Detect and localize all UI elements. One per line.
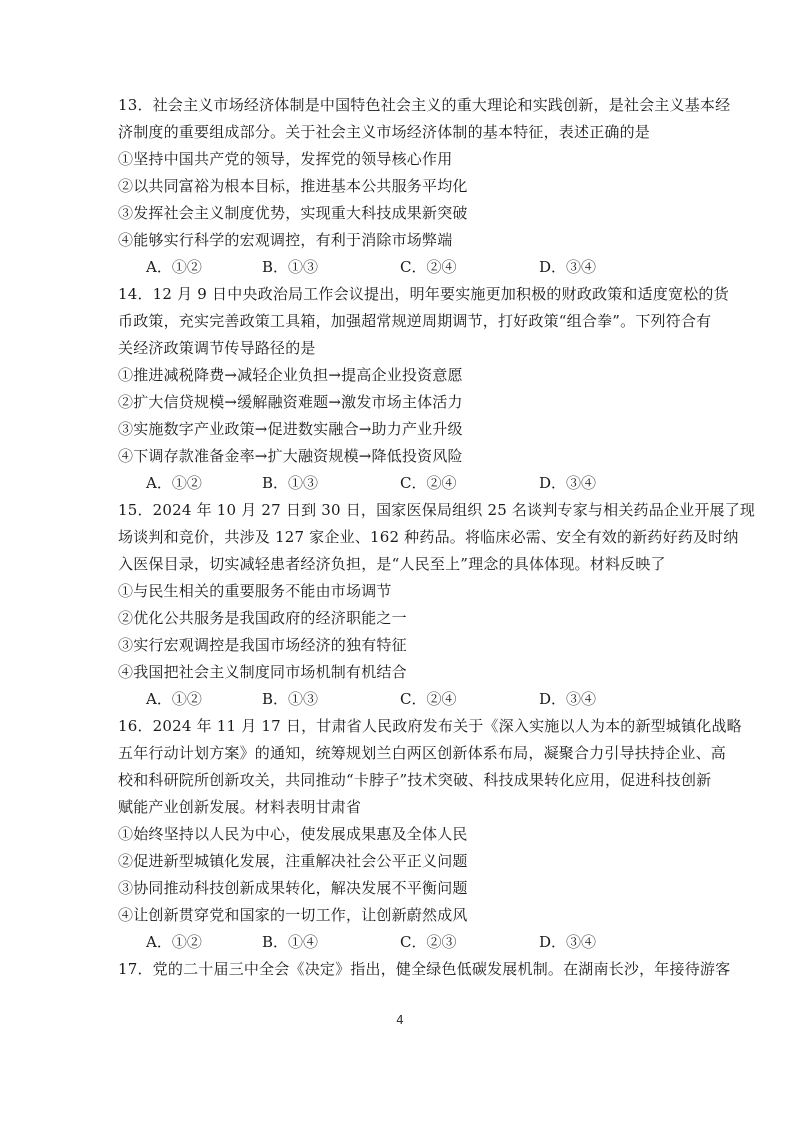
answer-choices xyxy=(118,254,708,281)
answer-choice: C．②③ xyxy=(400,933,457,951)
statement-option: ①始终坚持以人民为中心，使发展成果惠及全体人民 xyxy=(118,825,468,843)
question-block xyxy=(118,497,756,713)
answer-choice: A．①② xyxy=(146,690,202,708)
statement-option: ②扩大信贷规模→缓解融资难题→激发市场主体活力 xyxy=(118,393,463,411)
statement-option: ③实施数字产业政策→促进数实融合→助力产业升级 xyxy=(118,420,463,438)
statement-option: ③实行宏观调控是我国市场经济的独有特征 xyxy=(118,636,407,654)
answer-choice: D．③④ xyxy=(539,690,597,708)
question-stem-line: 校和科研院所创新攻关，共同推动“卡脖子”技术突破、科技成果转化应用，促进科技创新 xyxy=(118,771,712,789)
answer-choice: D．③④ xyxy=(539,933,597,951)
statement-option: ③协同推动科技创新成果转化，解决发展不平衡问题 xyxy=(118,879,468,897)
question-list xyxy=(118,92,756,983)
answer-choices xyxy=(118,686,708,713)
answer-choice: D．③④ xyxy=(539,258,597,276)
answer-choice: B．①④ xyxy=(262,933,319,951)
answer-choice: B．①③ xyxy=(262,474,319,492)
question-stem-line: 场谈判和竞价，共涉及 127 家企业、162 种药品。将临床必需、安全有效的新药好药及时纳 xyxy=(118,528,739,546)
answer-choice: A．①② xyxy=(146,933,202,951)
question-stem-line: 五年行动计划方案》的通知，统筹规划兰白两区创新体系布局，凝聚合力引导扶持企业、高 xyxy=(118,744,727,762)
question-stem-line: 17．党的二十届三中全会《决定》指出，健全绿色低碳发展机制。在湖南长沙，年接待游客 xyxy=(118,960,731,978)
statement-option: ④让创新贯穿党和国家的一切工作，让创新蔚然成风 xyxy=(118,906,468,924)
answer-choice: B．①③ xyxy=(262,690,319,708)
question-stem-line: 济制度的重要组成部分。关于社会主义市场经济体制的基本特征，表述正确的是 xyxy=(118,123,651,141)
answer-choice: B．①③ xyxy=(262,258,319,276)
answer-choice: A．①② xyxy=(146,474,202,492)
question-block xyxy=(118,713,742,956)
answer-choice: A．①② xyxy=(146,258,202,276)
answer-choice: C．②④ xyxy=(400,474,457,492)
question-block xyxy=(118,956,731,983)
statement-option: ②优化公共服务是我国政府的经济职能之一 xyxy=(118,609,407,627)
answer-choice: C．②④ xyxy=(400,258,457,276)
question-stem-line: 15．2024 年 10 月 27 日到 30 日，国家医保局组织 25 名谈判专家与相关药品企业开展了现 xyxy=(118,501,756,519)
question-stem-line: 赋能产业创新发展。材料表明甘肃省 xyxy=(118,798,362,816)
statement-option: ①推进减税降费→减轻企业负担→提高企业投资意愿 xyxy=(118,366,463,384)
statement-option: ①坚持中国共产党的领导，发挥党的领导核心作用 xyxy=(118,150,453,168)
question-block xyxy=(118,92,731,281)
answer-choice: C．②④ xyxy=(400,690,457,708)
question-stem-line: 13．社会主义市场经济体制是中国特色社会主义的重大理论和实践创新，是社会主义基本经 xyxy=(118,96,731,114)
answer-choice: D．③④ xyxy=(539,474,597,492)
question-block xyxy=(118,281,729,497)
statement-option: ①与民生相关的重要服务不能由市场调节 xyxy=(118,582,392,600)
statement-option: ②促进新型城镇化发展，注重解决社会公平正义问题 xyxy=(118,852,468,870)
question-stem-line: 入医保目录，切实减轻患者经济负担，是“人民至上”理念的具体体现。材料反映了 xyxy=(118,555,666,573)
question-stem-line: 14．12 月 9 日中央政治局工作会议提出，明年要实施更加积极的财政政策和适度宽松的货 xyxy=(118,285,729,303)
statement-option: ③发挥社会主义制度优势，实现重大科技成果新突破 xyxy=(118,204,468,222)
page-number: 4 xyxy=(396,1013,404,1027)
question-stem-line: 币政策，充实完善政策工具箱，加强超常规逆周期调节，打好政策“组合拳”。下列符合有 xyxy=(118,312,712,330)
statement-option: ④能够实行科学的宏观调控，有利于消除市场弊端 xyxy=(118,231,453,249)
answer-choices xyxy=(118,470,708,497)
question-stem-line: 关经济政策调节传导路径的是 xyxy=(118,339,316,357)
statement-option: ④我国把社会主义制度同市场机制有机结合 xyxy=(118,663,407,681)
statement-option: ④下调存款准备金率→扩大融资规模→降低投资风险 xyxy=(118,447,463,465)
answer-choices xyxy=(118,929,708,956)
question-stem-line: 16．2024 年 11 月 17 日，甘肃省人民政府发布关于《深入实施以人为本的新型城镇化战略 xyxy=(118,717,742,735)
statement-option: ②以共同富裕为根本目标，推进基本公共服务平均化 xyxy=(118,177,468,195)
